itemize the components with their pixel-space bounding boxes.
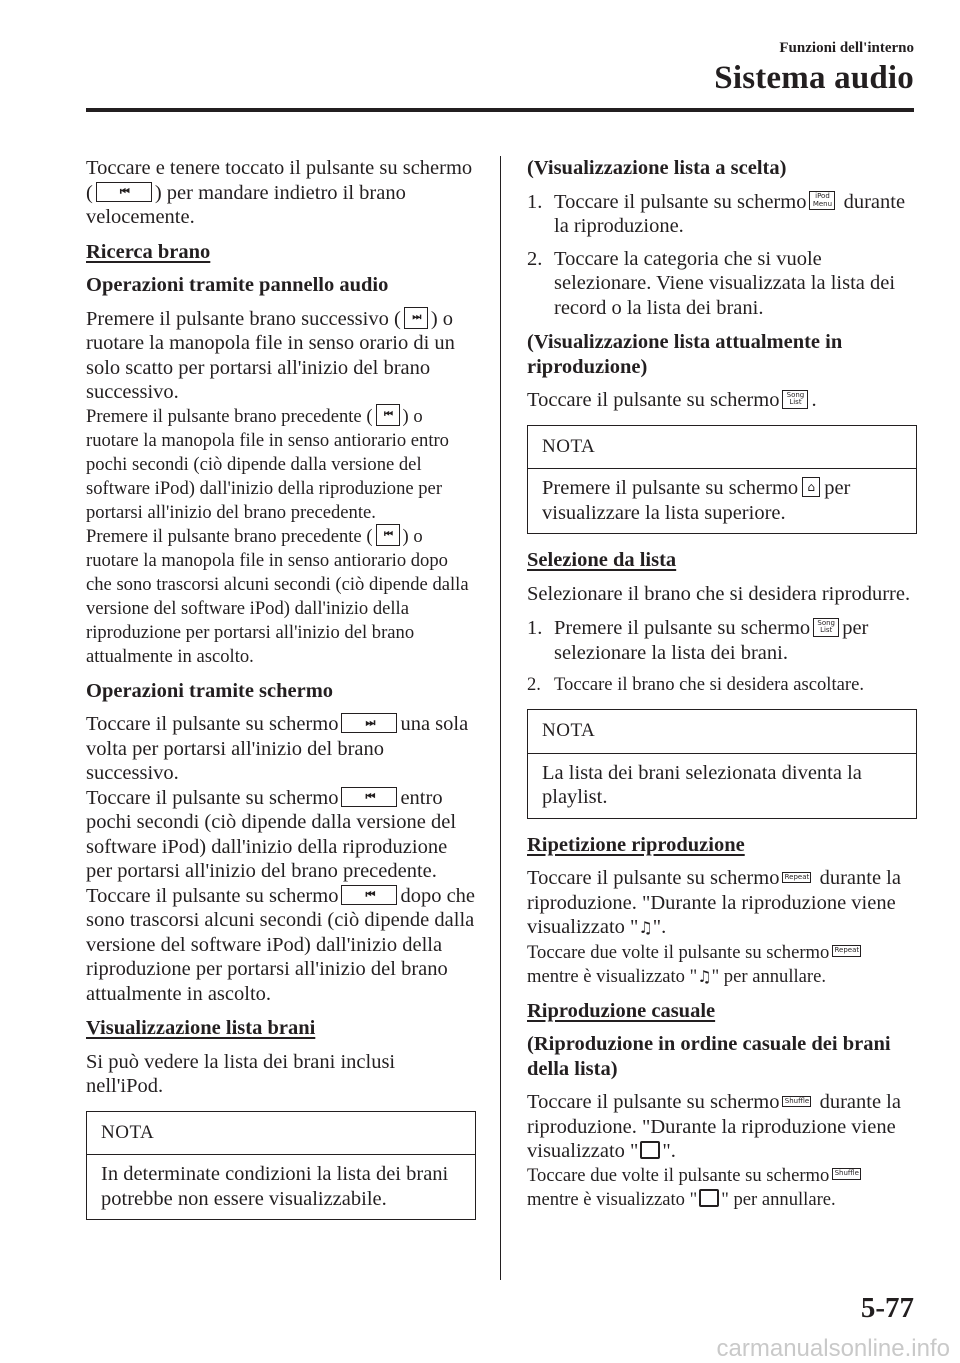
previous-track-icon: ⏮ bbox=[341, 885, 397, 905]
page-title: Sistema audio bbox=[714, 60, 914, 96]
note-box bbox=[527, 709, 917, 819]
paragraph-shuffle: Toccare il pulsante su schermo Shuffle durante la riproduzione. "Durante la riproduzione viene visualizzato " ". bbox=[527, 1091, 901, 1162]
song-list-icon: Song List bbox=[782, 390, 808, 409]
step-item: 1. Premere il pulsante su schermo Song List per selezionare la lista dei brani. bbox=[527, 617, 869, 664]
note-body: La lista dei brani selezionata diventa la playlist. bbox=[542, 761, 862, 808]
paragraph-selezione: Selezionare il brano che si desidera riprodurre. bbox=[527, 582, 911, 605]
right-column bbox=[527, 156, 917, 1222]
note-title: NOTA bbox=[528, 710, 916, 754]
previous-track-icon: ⏮ bbox=[341, 787, 397, 807]
note-title: NOTA bbox=[87, 1112, 475, 1156]
song-list-icon: Song List bbox=[813, 618, 839, 637]
heading-ricerca-brano: Ricerca brano bbox=[86, 240, 211, 263]
previous-track-icon: ⏮ bbox=[376, 404, 400, 426]
note-body: In determinate condizioni la lista dei brani potrebbe non essere visualizzabile. bbox=[101, 1163, 449, 1210]
next-track-icon: ⏭ bbox=[341, 713, 397, 733]
repeat-music-icon: ♫ bbox=[638, 918, 653, 937]
note-title: NOTA bbox=[528, 426, 916, 470]
next-track-icon: ⏭ bbox=[404, 307, 428, 329]
watermark: carmanualsonline.info bbox=[716, 1335, 950, 1362]
paragraph-rewind: Toccare e tenere toccato il pulsante su schermo ( ⏮ ) per mandare indietro il brano velocemente. bbox=[86, 157, 473, 228]
paragraph-screen-ops: Toccare il pulsante su schermo ⏭ una sola volta per portarsi all'inizio del brano successivo. Toccare il pulsante su schermo ⏮ entro pochi secondi (ciò dipende dalla versione del software iPod) dall'inizio della riproduzione per portarsi all'inizio del brano precedente. Toccare il pulsante su schermo ⏮ dopo che sono trascorsi alcuni secondi (ciò dipende dalla versione del software iPod) dall'inizio della riproduzione per portarsi all'inizio del brano attualmente in ascolto. bbox=[86, 713, 476, 1005]
shuffle-indicator-icon bbox=[699, 1189, 719, 1207]
heading-lista-brani: Visualizzazione lista brani bbox=[86, 1017, 316, 1039]
heading-lista-attuale: (Visualizzazione lista attualmente in riproduzione) bbox=[527, 331, 843, 378]
page-number: 5-77 bbox=[860, 1292, 914, 1324]
paragraph-lista-brani: Si può vedere la lista dei brani inclusi nell'iPod. bbox=[86, 1050, 396, 1097]
step-item: 1. Toccare il pulsante su schermo iPod Menu durante la riproduzione. bbox=[527, 190, 906, 237]
paragraph-repeat: Toccare il pulsante su schermo Repeat durante la riproduzione. "Durante la riproduzione viene visualizzato "♫". bbox=[527, 867, 901, 938]
shuffle-icon: Shuffle bbox=[832, 1168, 861, 1180]
shuffle-icon: Shuffle bbox=[782, 1096, 811, 1108]
note-box bbox=[86, 1111, 476, 1221]
repeat-music-icon: ♫ bbox=[697, 966, 712, 986]
heading-casuale: Riproduzione casuale bbox=[527, 999, 716, 1022]
top-list-icon: ⌂ bbox=[802, 477, 820, 497]
heading-schermo: Operazioni tramite schermo bbox=[86, 679, 334, 702]
heading-ordine-casuale: (Riproduzione in ordine casuale dei brani della lista) bbox=[527, 1033, 891, 1080]
step-item: 2. Toccare il brano che si desidera ascoltare. bbox=[527, 674, 864, 695]
previous-track-icon: ⏮ bbox=[376, 524, 400, 546]
ipod-menu-icon: iPod Menu bbox=[809, 191, 835, 210]
left-column bbox=[86, 156, 476, 1234]
header-rule bbox=[86, 108, 914, 112]
heading-pannello-audio: Operazioni tramite pannello audio bbox=[86, 274, 389, 296]
header-section: Funzioni dell'interno bbox=[779, 40, 914, 56]
paragraph-song-list: Toccare il pulsante su schermo Song List . bbox=[527, 389, 817, 411]
heading-ripetizione: Ripetizione riproduzione bbox=[527, 833, 745, 856]
paragraph-next-track: Premere il pulsante brano successivo ( ⏭ ) o ruotare la manopola file in senso orario di un solo scatto per portarsi all'inizio del brano successivo. bbox=[86, 307, 455, 403]
paragraph-shuffle-cancel: Toccare due volte il pulsante su schermo Shuffle mentre è visualizzato " " per annullare. bbox=[527, 1164, 917, 1212]
heading-selezione-lista: Selezione da lista bbox=[527, 549, 677, 571]
note-body: Premere il pulsante su schermo ⌂ per visualizzare la lista superiore. bbox=[542, 477, 851, 524]
heading-lista-scelta: (Visualizzazione lista a scelta) bbox=[527, 157, 787, 179]
paragraph-prev-track-early: Premere il pulsante brano precedente ( ⏮ ) o ruotare la manopola file in senso antiorario entro pochi secondi (ciò dipende dalla versione del software iPod) dall'inizio della riproduzione per portarsi all'inizio del brano precedente. bbox=[86, 405, 449, 523]
column-divider bbox=[500, 156, 501, 1280]
repeat-icon: Repeat bbox=[782, 872, 811, 884]
step-item: 2. Toccare la categoria che si vuole selezionare. Viene visualizzata la lista dei record o la lista dei brani. bbox=[527, 247, 896, 319]
note-box bbox=[527, 425, 917, 535]
repeat-icon: Repeat bbox=[832, 945, 861, 957]
previous-track-icon: ⏮ bbox=[96, 182, 152, 202]
paragraph-prev-track-late: Premere il pulsante brano precedente ( ⏮ ) o ruotare la manopola file in senso antiorario dopo che sono trascorsi alcuni secondi (ciò dipende dalla versione del software iPod) dall'inizio della riproduzione per portarsi all'inizio del brano attualmente in ascolto. bbox=[86, 525, 469, 667]
paragraph-repeat-cancel: Toccare due volte il pulsante su schermo Repeat mentre è visualizzato "♫" per annullare. bbox=[527, 941, 917, 989]
shuffle-indicator-icon bbox=[640, 1141, 660, 1159]
